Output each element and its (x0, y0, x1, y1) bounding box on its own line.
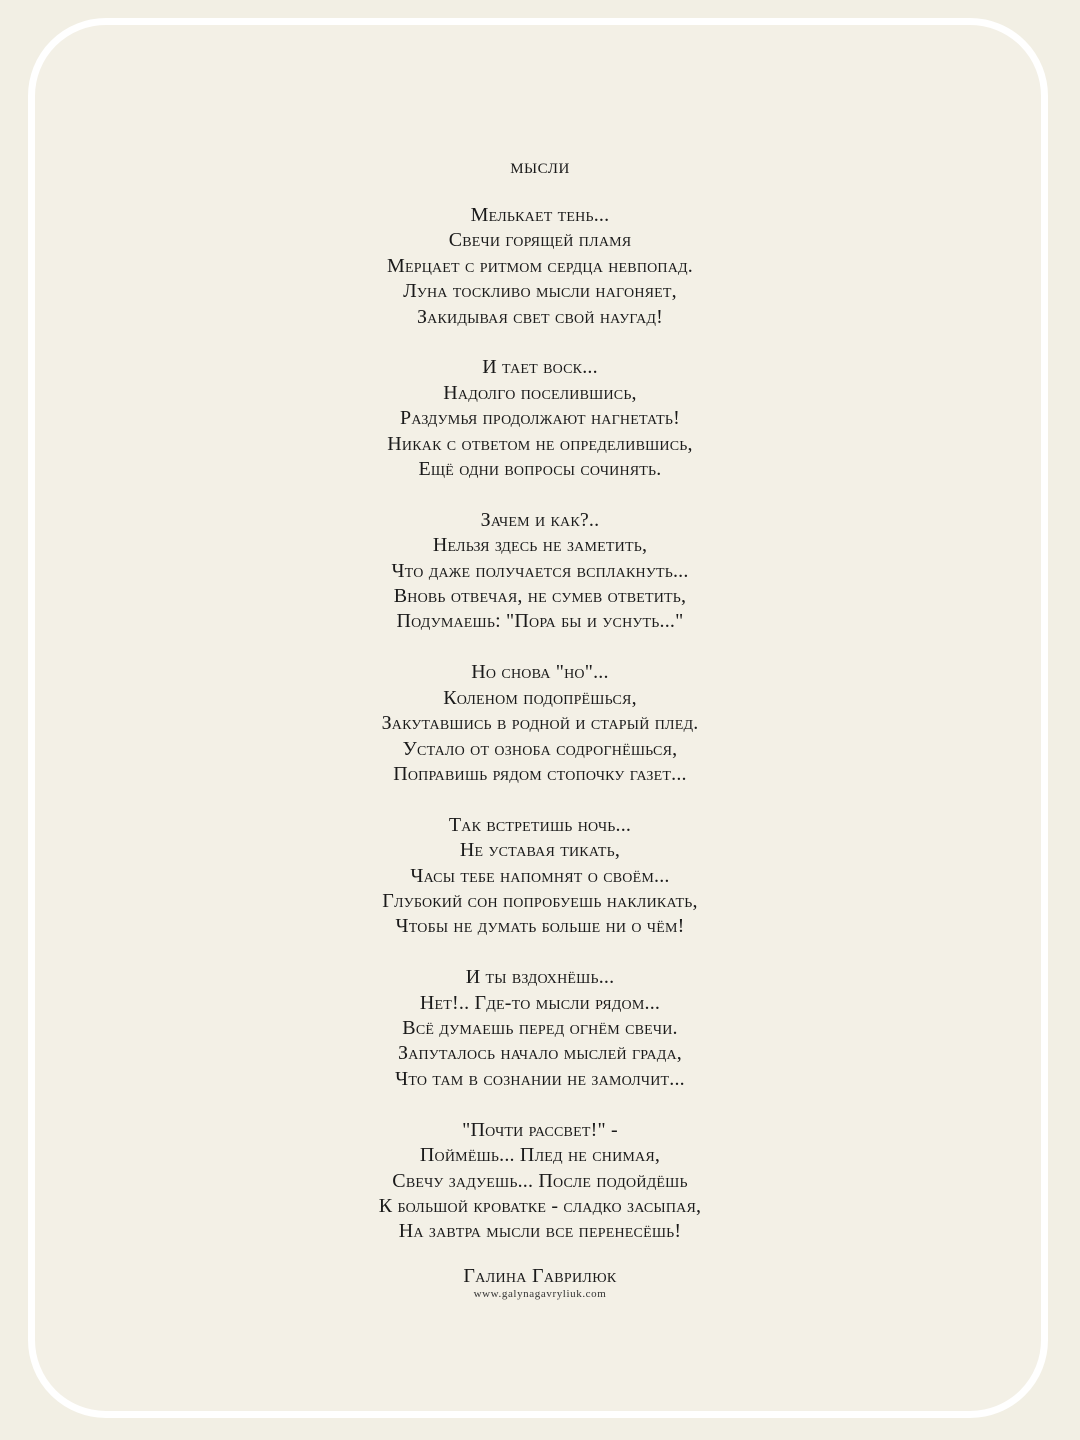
poem-line: Закутавшись в родной и старый плед. (381, 712, 699, 735)
poem-line: Нельзя здесь не заметить, (432, 534, 648, 557)
stanza (0, 203, 1080, 330)
poem-line: Глубокий сон попробуешь накликать, (382, 889, 698, 912)
stanza (0, 355, 1080, 482)
stanza (0, 813, 1080, 940)
poem-line: И ты вздохнёшь... (465, 966, 615, 989)
stanza (0, 965, 1080, 1092)
poem-line: Не уставая тикать, (459, 839, 621, 862)
poem-line: Что даже получается всплакнуть... (391, 559, 689, 582)
poem-line: Свечи горящей пламя (448, 229, 632, 252)
poem-line: Коленом подопрёшься, (443, 686, 637, 709)
poem-line: Мелькает тень... (470, 204, 610, 226)
poem-line: Устало от озноба содрогнёшься, (402, 737, 678, 760)
poem-line: Никак с ответом не определившись, (387, 432, 693, 455)
poem-line: Надолго поселившись, (443, 381, 637, 404)
poem-line: Поправишь рядом стопочку газет... (393, 762, 687, 785)
poem-line: Поймёшь... Плед не снимая, (419, 1144, 661, 1167)
poem-line: На завтра мысли все перенесёшь! (398, 1220, 682, 1243)
poem-line: Что там в сознании не замолчит... (395, 1067, 685, 1090)
poem-line: Подумаешь: "Пора бы и уснуть..." (396, 610, 684, 633)
poem-line: Мерцает с ритмом сердца невпопад. (386, 254, 694, 277)
poem-line: Часы тебе напомнят о своём... (410, 864, 670, 887)
poem-line: Луна тоскливо мысли нагоняет, (403, 280, 677, 303)
poem-line: Раздумья продолжают нагнетать! (400, 407, 680, 430)
stanza (0, 660, 1080, 787)
poem-line: Ещё одни вопросы сочинять. (418, 458, 662, 481)
poem-line: "Почти рассвет!" - (462, 1118, 618, 1141)
poem-line: Всё думаешь перед огнём свечи. (402, 1017, 678, 1040)
poem-line: Зачем и как?.. (480, 508, 600, 531)
poem-line: Чтобы не думать больше ни о чём! (395, 915, 685, 938)
poem-line: Запуталось начало мыслей града, (397, 1042, 683, 1065)
poem-line: И тает воск... (482, 356, 598, 379)
poem-line: Но снова "но"... (471, 661, 609, 684)
stanza (0, 508, 1080, 635)
poem-line: Вновь отвечая, не сумев ответить, (393, 585, 687, 608)
poem-line: К большой кроватке - сладко засыпая, (378, 1194, 702, 1217)
author-name: Галина Гаврилюк (463, 1265, 617, 1287)
poem-line: Нет!.. Где-то мысли рядом... (419, 991, 661, 1014)
stanza (0, 1118, 1080, 1245)
poem-line: Свечу задуешь... После подойдёшь (392, 1169, 688, 1192)
poem-line: Закидывая свет свой наугад! (416, 305, 664, 328)
poem-line: Так встретишь ночь... (448, 813, 632, 836)
poem-body (0, 203, 1080, 1270)
poem-title: мысли (510, 154, 570, 178)
author-website: www.galynagavryliuk.com (473, 1288, 607, 1300)
